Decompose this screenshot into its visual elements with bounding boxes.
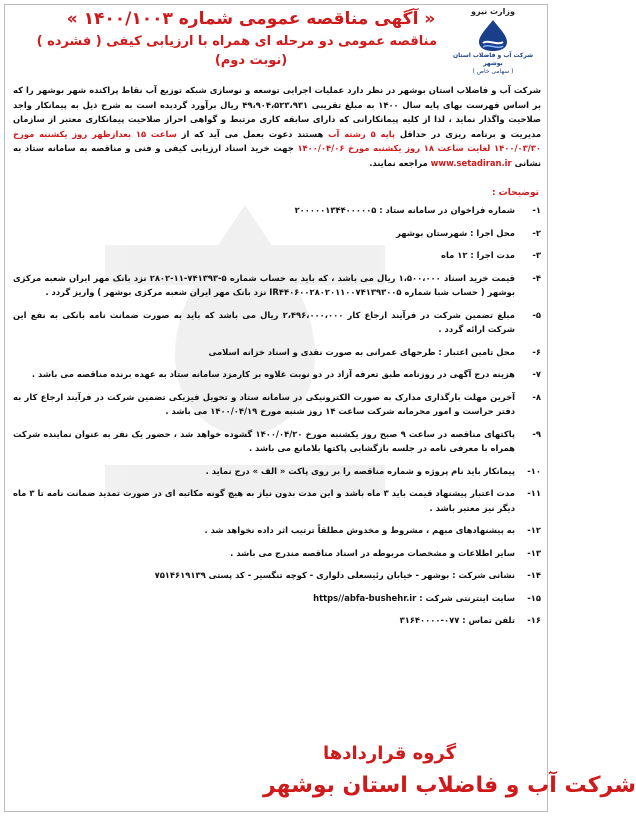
intro-grade: پایه ۵ رشته آب xyxy=(328,128,396,139)
list-item: ۱۵- سایت اینترنتی شرکت : https//abfa-bushehr.ir xyxy=(13,591,541,606)
intro-text-3: جهت خرید اسناد ارزیابی کیفی و فنی و مناقصه به سامانه ستاد به نشانی xyxy=(13,143,541,168)
notes-label: توضیحات : xyxy=(491,188,539,198)
company-logo xyxy=(445,7,541,81)
notice-title: « آگهی مناقصه عمومی شماره ۱۴۰۰/۱۰۰۳ » xyxy=(66,9,436,29)
notice-subtitle: مناقصه عمومی دو مرحله ای همراه با ارزیابی کیفی ( فشرده ) xyxy=(36,34,437,49)
intro-text-1: شرکت آب و فاضلاب استان بوشهر در نظر دارد عملیات اجرایی توسعه و نوسازی شبکه توزیع آب نقاط پراکنده شهر بوشهر را که بر اساس فهرست بهای پایه سال ۱۴۰۰ به مبلغ تقریبی ۴۹،۹۰۴،۵۲۳،۹۳۱ ریال برآورد گردیده است به شرح ذیل به پیمانکار واجد صلاحیت واگذار نماید ، لذا از کلیه پیمانکارانی که دارای سابقه کاری مرتبط و گواهی احراز صلاحیت پیمانکاری معتبر از سازمان مدیریت و برنامه ریزی در حداقل xyxy=(13,85,542,139)
website-link[interactable]: سایت اینترنتی شرکت : https//abfa-bushehr.ir xyxy=(313,592,515,603)
intro-text-2: هستند دعوت بعمل می آید که از xyxy=(181,128,324,139)
list-item: ۵- مبلغ تضمین شرکت در فرآیند ارجاع کار ۲،۴۹۶،۰۰۰،۰۰۰ ریال می باشد که باید به صورت ضمانت نامه بانکی به نفع این شرکت ارائه گردد . xyxy=(13,309,541,334)
list-item: ۷- هزینه درج آگهی در روزنامه طبق تعرفه آزاد در دو نوبت علاوه بر کارمزد سامانه ستاد به عهده برنده مناقصه می باشد . xyxy=(31,369,541,379)
list-item: ۲- محل اجرا : شهرستان بوشهر xyxy=(396,227,541,238)
list-item: ۱۰- پیمانکار باید نام پروژه و شماره مناقصه را بر روی پاکت « الف » درج نماید . xyxy=(205,465,541,476)
list-item: ۱۴- نشانی شرکت : بوشهر - خیابان رئیسعلی دلواری - کوچه تنگسیر - کد پستی ۷۵۱۴۶۱۹۱۳۹ xyxy=(154,570,541,580)
logo-company-name: شرکت آب و فاضلاب استان بوشهر xyxy=(453,52,533,67)
setad-link[interactable]: www.setadiran.ir xyxy=(430,157,512,168)
list-item: ۱۱- مدت اعتبار پیشنهاد قیمت باید ۳ ماه باشد و این مدت بدون نیاز به هیچ گونه مکاتبه ای در صورت تمدید ضمانت نامه تا ۳ ماه دیگر نیز معتبر باشد . xyxy=(13,488,541,513)
tender-notice xyxy=(4,4,636,812)
list-item: ۳- مدت اجرا : ۱۲ ماه xyxy=(441,250,541,260)
list-item: ۶- محل تامین اعتبار : طرحهای عمرانی به صورت نقدی و اسناد خزانه اسلامی xyxy=(208,346,541,357)
notes-list xyxy=(13,203,541,636)
list-item: ۱۲- به پیشنهادهای مبهم ، مشروط و مخدوش مطلقاً ترتیب اثر داده نخواهد شد . xyxy=(204,525,541,535)
list-item: ۱۶- تلفن تماس : ۰۷۷-۳۱۶۴۰۰۰۰ xyxy=(399,615,541,625)
notice-round: (نوبت دوم) xyxy=(214,53,288,68)
logo-share-type: ( سهامی خاص ) xyxy=(472,68,514,75)
list-item: ۱۳- سایر اطلاعات و مشخصات مربوطه در اسناد مناقصه مندرج می باشد . xyxy=(230,547,541,558)
ministry-label: وزارت نیرو xyxy=(471,7,515,16)
list-item: ۹- پاکتهای مناقصه در ساعت ۹ صبح روز یکشنبه مورخ ۱۴۰۰/۰۴/۲۰ گشوده خواهد شد ، حضور یک نفر به عنوان نماینده شرکت همراه با معرفی نامه در جلسه بازگشایی پاکتها بلامانع می باشد . xyxy=(13,428,541,453)
list-item: ۱- شماره فراخوان در سامانه ستاد : ۲۰۰۰۰۰۱۳۴۴۰۰۰۰۰۵ xyxy=(294,205,541,215)
intro-text-4: مراجعه نمایند. xyxy=(369,157,428,168)
list-item: ۸- آخرین مهلت بارگذاری مدارک به صورت الکترونیکی در سامانه ستاد و تحویل فیزیکی تضمین شرکت در فرآیند ارجاع کار به دفتر حراست و امور محرمانه شرکت ساعت ۱۴ روز شنبه مورخ ۱۴۰۰/۰۴/۱۹ می باشد . xyxy=(13,391,541,416)
list-item: ۴- قیمت خرید اسناد ۱،۵۰۰،۰۰۰ ریال می باشد ، که باید به حساب شماره ۵-۷۴۱۳۹۳-۱۱-۲۸۰۲ نزد بانک مهر ایران شعبه مرکزی بوشهر ( حساب شبا شماره IR۴۴۰۶۰۰۲۸۰۲۰۱۱۰۰۷۴۱۳۹۳۰۰۵ نزد بانک مهر ایران شعبه مرکزی بوشهر ) واریز گردد . xyxy=(13,272,541,297)
footer-company: شرکت آب و فاضلاب استان بوشهر xyxy=(263,773,636,798)
water-drop-icon xyxy=(463,18,523,52)
intro-paragraph xyxy=(13,83,541,170)
footer-group: گروه قراردادها xyxy=(323,743,457,764)
intro-dates: ساعت ۱۵ بعدازظهر روز یکشنبه مورخ ۱۴۰۰/۰۳/۳۰ لغایت ساعت ۱۸ روز یکشنبه مورخ ۱۴۰۰/۰۴/۰۶ xyxy=(13,128,542,153)
